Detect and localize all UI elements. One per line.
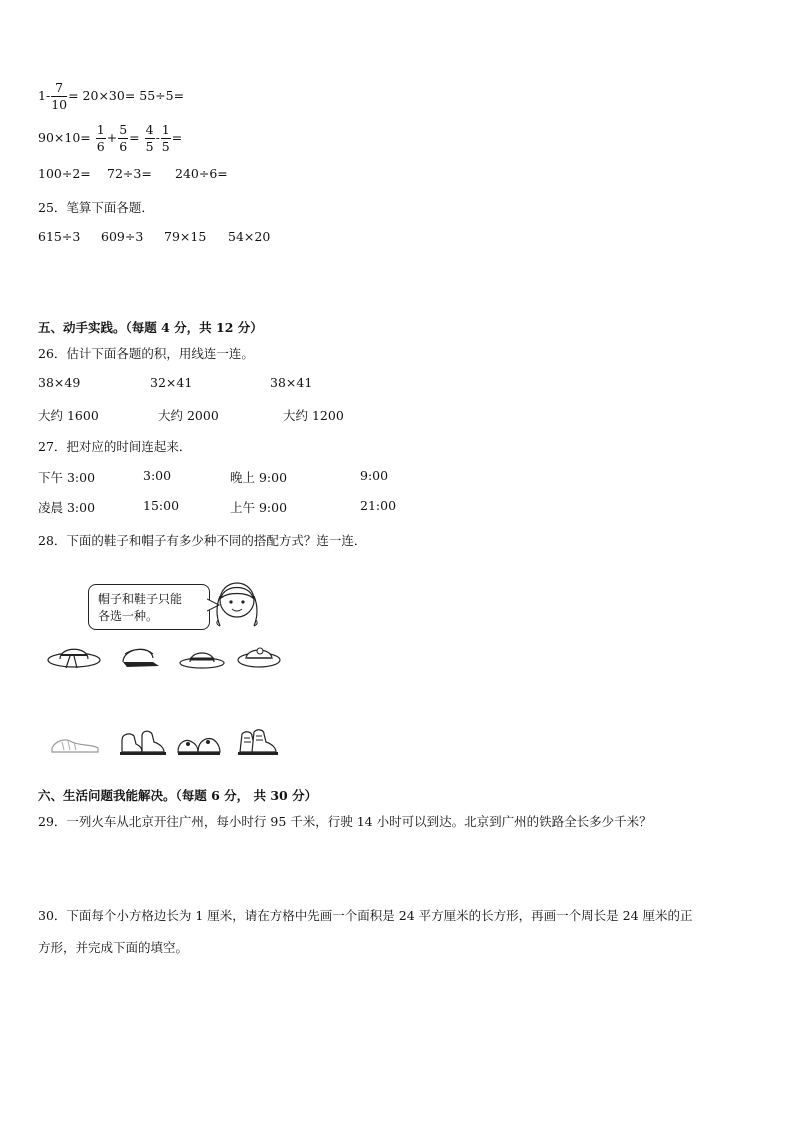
question-27-title: 27．把对应的时间连起来． bbox=[38, 439, 192, 454]
expr-90x10: 90×10= bbox=[38, 130, 91, 145]
expr-one-minus: 1- bbox=[38, 88, 51, 103]
time-item: 9:00 bbox=[360, 468, 389, 483]
hiking-shoes-icon bbox=[234, 726, 280, 758]
time-item: 21:00 bbox=[360, 498, 397, 513]
question-30-line-1: 30．下面每个小方格边长为 1 厘米，请在方格中先画一个面积是 24 平方厘米的长方形，再画一个周长是 24 厘米的正 bbox=[38, 908, 693, 923]
calc-item: 100÷2= bbox=[38, 166, 91, 181]
calc-item: 54×20 bbox=[228, 229, 271, 244]
plus-sign: + bbox=[106, 130, 118, 145]
time-item: 上午 9:00 bbox=[230, 500, 288, 515]
calc-item: 615÷3 bbox=[38, 229, 81, 244]
time-item: 晚上 9:00 bbox=[230, 470, 288, 485]
fraction: $\frac{4}{5}$ bbox=[145, 122, 154, 154]
question-28-title: 28．下面的鞋子和帽子有多少种不同的搭配方式？连一连． bbox=[38, 533, 367, 548]
fedora-hat-icon bbox=[178, 644, 226, 670]
fraction: $\frac{1}{5}$ bbox=[161, 122, 170, 154]
girl-icon bbox=[212, 574, 262, 632]
estimate-item: 大约 1200 bbox=[283, 408, 344, 423]
calc-line-1 bbox=[38, 82, 184, 111]
product-item: 38×49 bbox=[38, 375, 81, 390]
fraction: $\frac{1}{6}$ bbox=[96, 122, 105, 154]
time-item: 15:00 bbox=[143, 498, 180, 513]
bubble-text-line-1: 帽子和鞋子只能 bbox=[98, 592, 183, 606]
product-item: 38×41 bbox=[270, 375, 313, 390]
sneaker-icon bbox=[48, 730, 102, 756]
time-item: 凌晨 3:00 bbox=[38, 500, 96, 515]
product-item: 32×41 bbox=[150, 375, 193, 390]
minus-sign: - bbox=[155, 130, 160, 145]
section-6-heading: 六、生活问题我能解决。（每题 6 分， 共 30 分） bbox=[38, 788, 318, 803]
calc-line-2 bbox=[38, 124, 182, 153]
equals-sign: = bbox=[171, 130, 183, 145]
expr-rest: = 20×30= 55÷5= bbox=[68, 88, 185, 103]
question-30-line-2: 方形，并完成下面的填空。 bbox=[38, 940, 189, 955]
boots-icon bbox=[118, 726, 166, 758]
time-item: 3:00 bbox=[143, 468, 172, 483]
calc-item: 240÷6= bbox=[175, 166, 228, 181]
estimate-item: 大约 1600 bbox=[38, 408, 99, 423]
calc-item: 72÷3= bbox=[107, 166, 152, 181]
sun-hat-icon bbox=[46, 640, 102, 670]
calc-item: 79×15 bbox=[164, 229, 207, 244]
question-29-text: 29．一列火车从北京开往广州，每小时行 95 千米，行驶 14 小时可以到达。北京到广州的铁路全长多少千米？ bbox=[38, 814, 652, 829]
bubble-text-line-2: 各选一种。 bbox=[98, 609, 159, 623]
calc-item: 609÷3 bbox=[101, 229, 144, 244]
child-shoes-icon bbox=[176, 730, 222, 758]
question-26-title: 26．估计下面各题的积，用线连一连。 bbox=[38, 346, 254, 361]
question-25-title: 25．笔算下面各题． bbox=[38, 200, 154, 215]
fraction-7-10: $\frac{7}{10}$ bbox=[51, 80, 68, 112]
cap-icon bbox=[119, 640, 161, 670]
estimate-item: 大约 2000 bbox=[158, 408, 219, 423]
fraction: $\frac{5}{6}$ bbox=[119, 122, 128, 154]
flower-hat-icon bbox=[236, 642, 282, 670]
equals-sign: = bbox=[129, 130, 140, 145]
section-5-heading: 五、动手实践。（每题 4 分，共 12 分） bbox=[38, 320, 263, 335]
time-item: 下午 3:00 bbox=[38, 470, 96, 485]
